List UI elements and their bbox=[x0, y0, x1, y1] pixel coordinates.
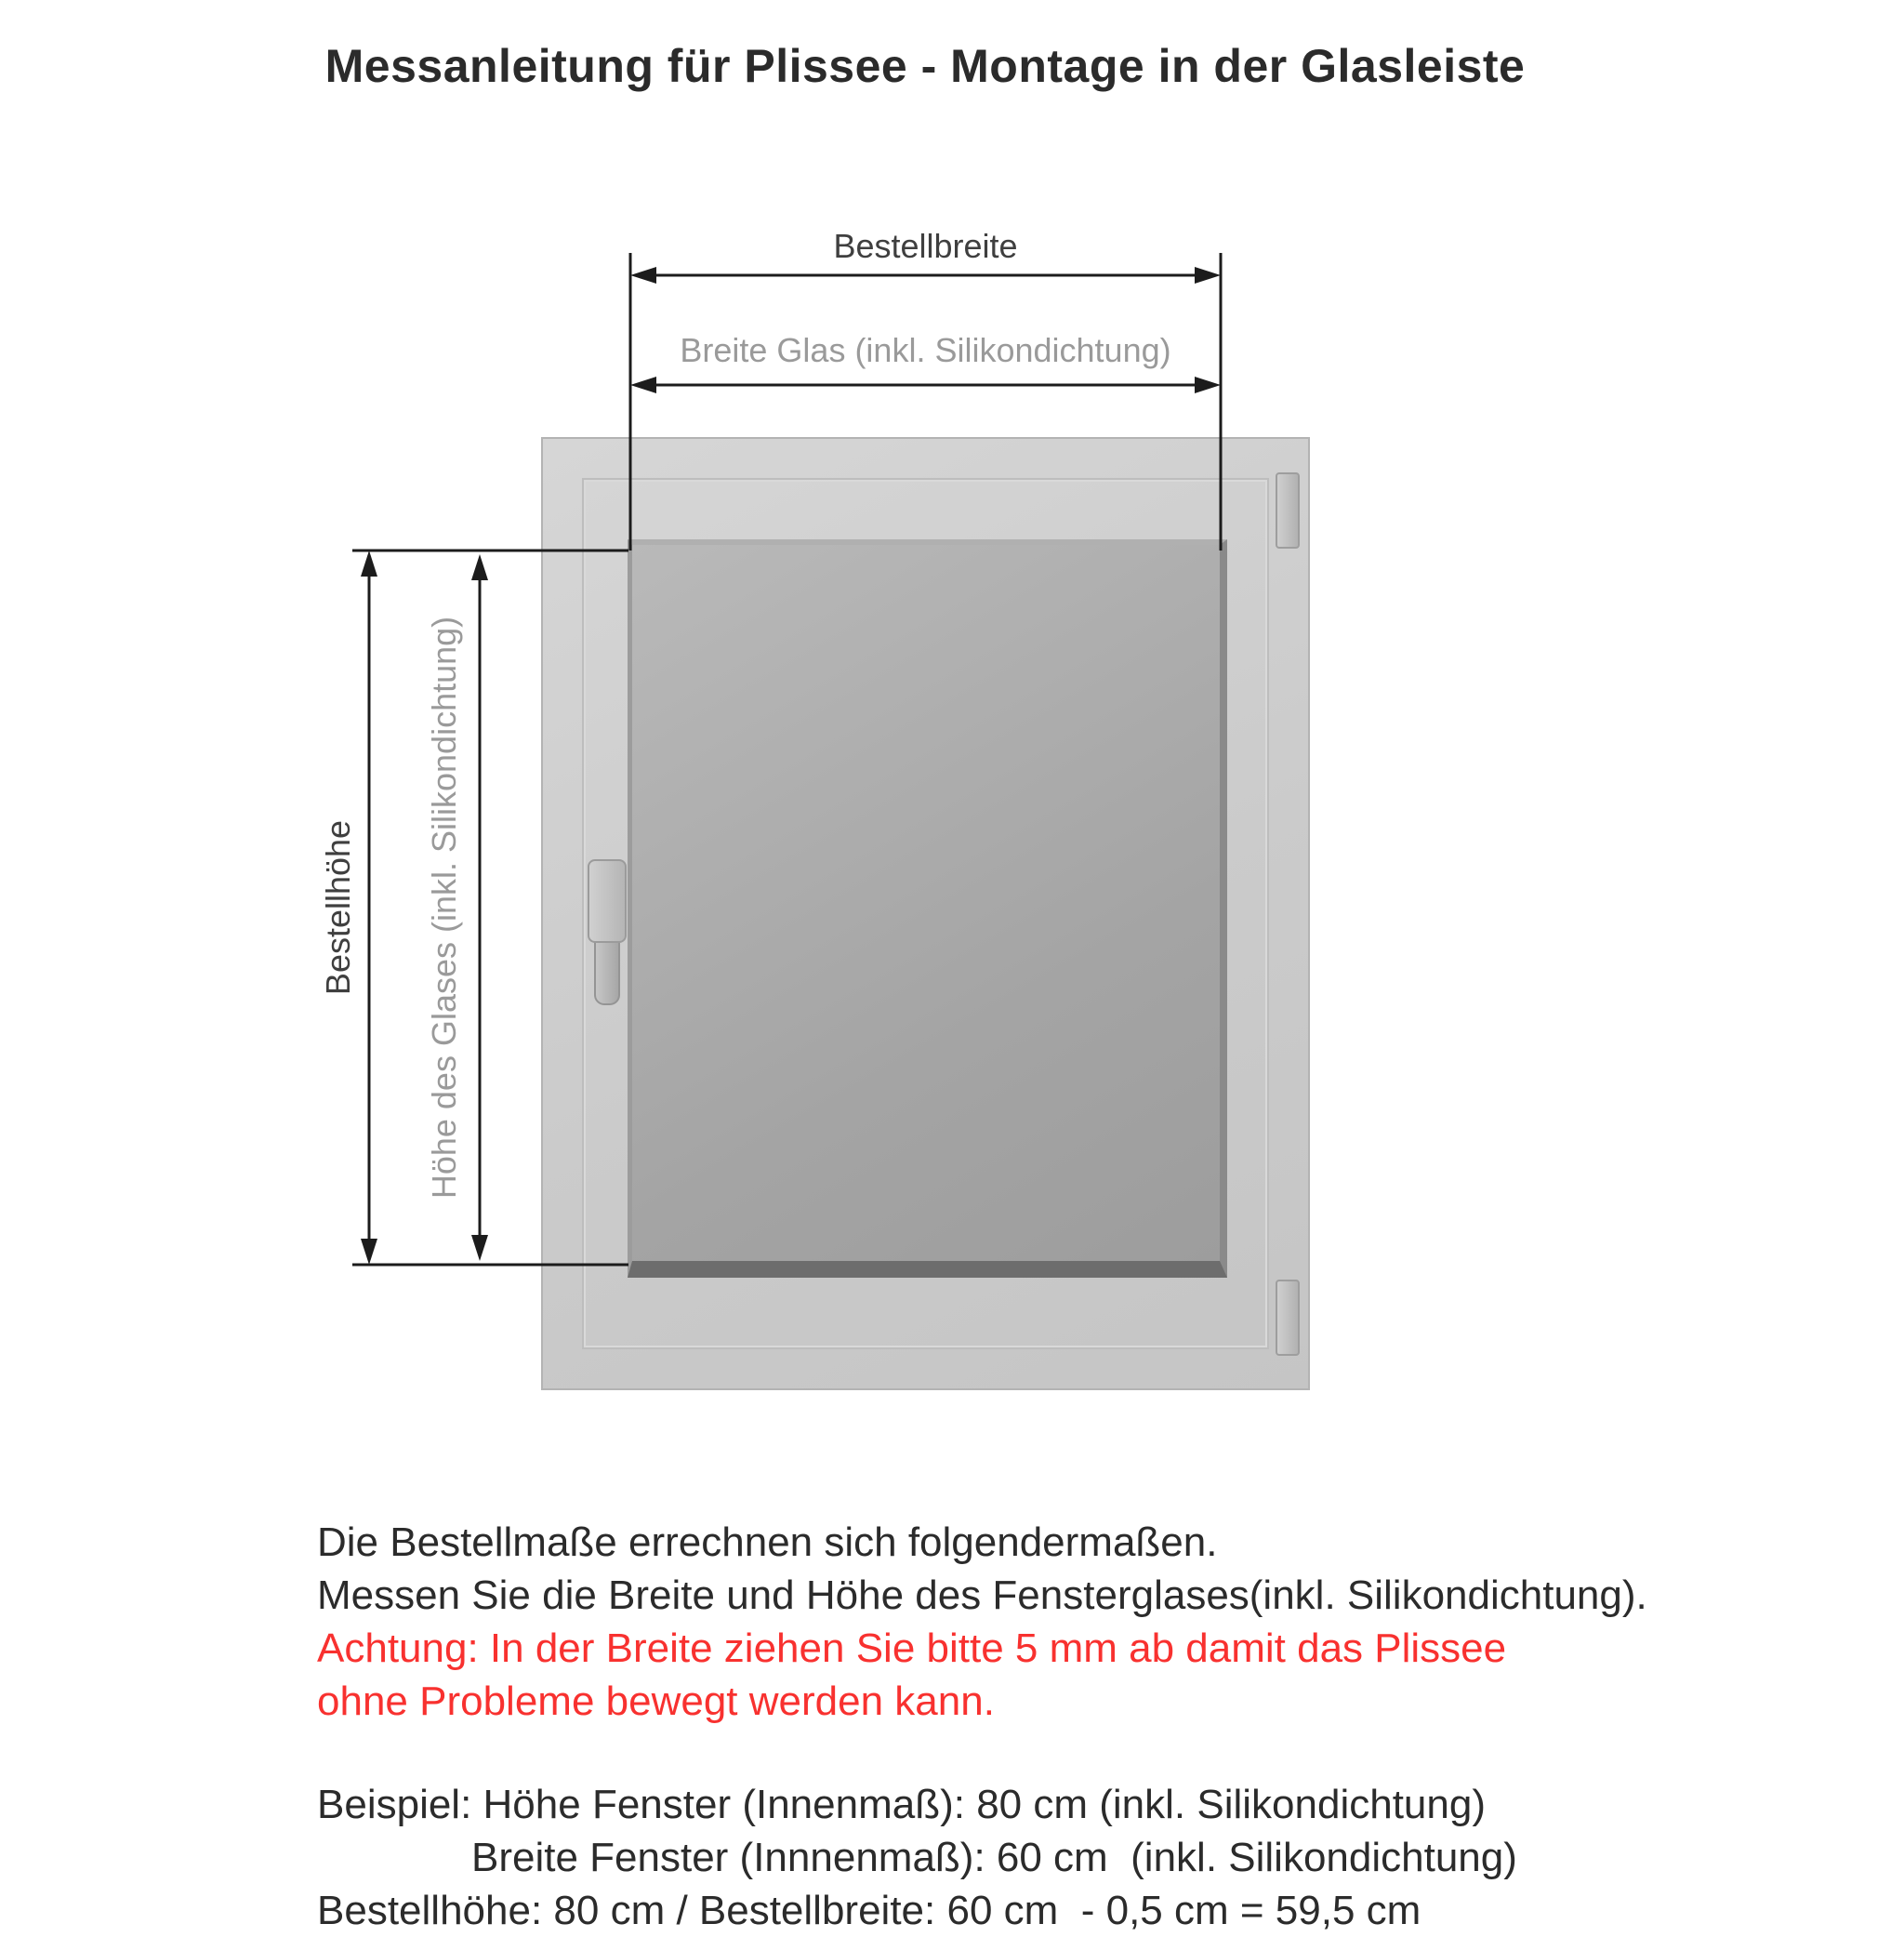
example-line2: Breite Fenster (Innnenmaß): 60 cm (inkl. Silikondichtung) bbox=[471, 1835, 1517, 1880]
instruction-intro-line2: Messen Sie die Breite und Höhe des Fensterglases(inkl. Silikondichtung). bbox=[317, 1572, 1647, 1618]
hoehe-glas-label: Höhe des Glases (inkl. Silikondichtung) bbox=[425, 616, 463, 1200]
arrowhead bbox=[1195, 377, 1221, 393]
window-illustration bbox=[541, 437, 1310, 1390]
arrowhead bbox=[630, 377, 656, 393]
window-handle-plate bbox=[588, 859, 627, 943]
page-title: Messanleitung für Plissee - Montage in der Glasleiste bbox=[324, 39, 1526, 92]
bestellhoehe-label: Bestellhöhe bbox=[319, 819, 357, 996]
arrowhead bbox=[1195, 267, 1221, 284]
instruction-intro-line1: Die Bestellmaße errechnen sich folgendermaßen. bbox=[317, 1519, 1218, 1565]
window-hinge-top bbox=[1276, 472, 1300, 549]
warning-line2: ohne Probleme bewegt werden kann. bbox=[317, 1678, 995, 1724]
window-hinge-bottom bbox=[1276, 1280, 1300, 1356]
example-line3: Bestellhöhe: 80 cm / Bestellbreite: 60 cm - 0,5 cm = 59,5 cm bbox=[317, 1888, 1421, 1933]
window-glass bbox=[628, 539, 1227, 1278]
instructions-block bbox=[317, 1516, 1823, 1937]
arrowhead bbox=[471, 554, 488, 580]
bestellbreite-label: Bestellbreite bbox=[833, 227, 1018, 265]
arrowhead bbox=[361, 551, 377, 577]
arrowhead bbox=[630, 267, 656, 284]
arrowhead bbox=[471, 1235, 488, 1261]
arrowhead bbox=[361, 1239, 377, 1265]
breite-glas-label: Breite Glas (inkl. Silikondichtung) bbox=[680, 331, 1171, 369]
example-line1: Beispiel: Höhe Fenster (Innenmaß): 80 cm (inkl. Silikondichtung) bbox=[317, 1782, 1486, 1827]
warning-line1: Achtung: In der Breite ziehen Sie bitte 5 mm ab damit das Plissee bbox=[317, 1625, 1507, 1671]
